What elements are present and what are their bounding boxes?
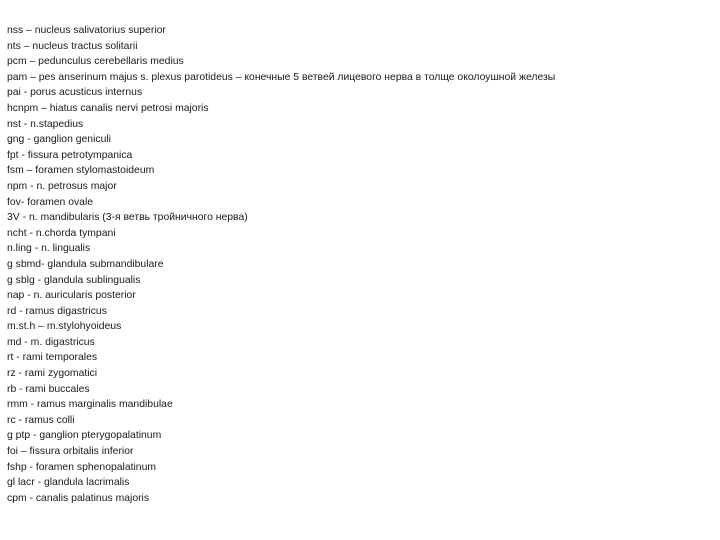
legend-line-gptp: g ptp - ganglion pterygopalatinum [7, 430, 162, 442]
legend-line-pam: pam – pes anserinum majus s. plexus parotideus – конечные 5 ветвей лицевого нерва в толще околоушной железы [7, 71, 556, 83]
legend-line-nss: nss – nucleus salivatorius superior [7, 25, 166, 36]
legend-line-cpm: cpm - canalis palatinus majoris [7, 492, 150, 504]
legend-line-nling: n.ling - n. lingualis [7, 243, 91, 255]
legend-line-gng: gng - ganglion geniculi [7, 134, 111, 146]
legend-line-rd: rd - ramus digastricus [7, 305, 107, 317]
legend-line-fshp: fshp - foramen sphenopalatinum [7, 461, 157, 473]
legend-line-fpt: fpt - fissura petrotympanica [7, 149, 133, 161]
legend-line-msth: m.st.h – m.stylohyoideus [7, 321, 122, 333]
legend-line-nst: nst - n.stapedius [7, 118, 84, 130]
legend-line-pai: pai - porus acusticus internus [7, 87, 143, 99]
legend-line-ncht: ncht - n.chorda tympani [7, 227, 116, 239]
legend-line-fsm: fsm – foramen stylomastoideum [7, 165, 155, 177]
legend-line-nts: nts – nucleus tractus solitarii [7, 40, 138, 52]
legend-line-rt: rt - rami temporales [7, 352, 98, 364]
legend-line-gllacr: gl lacr - glandula lacrimalis [7, 477, 130, 489]
legend-line-rmm: rmm - ramus marginalis mandibulae [7, 399, 173, 411]
legend-line-md: md - m. digastricus [7, 336, 95, 348]
abbreviation-legend [7, 23, 555, 506]
legend-line-3v: 3V - n. mandibularis (3-я ветвь тройничного нерва) [7, 212, 248, 224]
legend-line-fov: fov- foramen ovale [7, 196, 94, 208]
legend-line-pcm: pcm – pedunculus cerebellaris medius [7, 56, 184, 68]
legend-line-rz: rz - rami zygomatici [7, 368, 98, 380]
legend-line-gsblg: g sblg - glandula sublingualis [7, 274, 141, 286]
legend-line-nap: nap - n. auricularis posterior [7, 290, 136, 302]
legend-line-hcnpm: hcnpm – hiatus canalis nervi petrosi majoris [7, 102, 209, 114]
legend-line-rb: rb - rami buccales [7, 383, 90, 395]
legend-line-gsbmd: g sbmd- glandula submandibulare [7, 258, 164, 270]
legend-line-npm: npm - n. petrosus major [7, 180, 117, 192]
legend-line-foi: foi – fissura orbitalis inferior [7, 446, 134, 458]
legend-line-rc: rc - ramus colli [7, 414, 75, 426]
